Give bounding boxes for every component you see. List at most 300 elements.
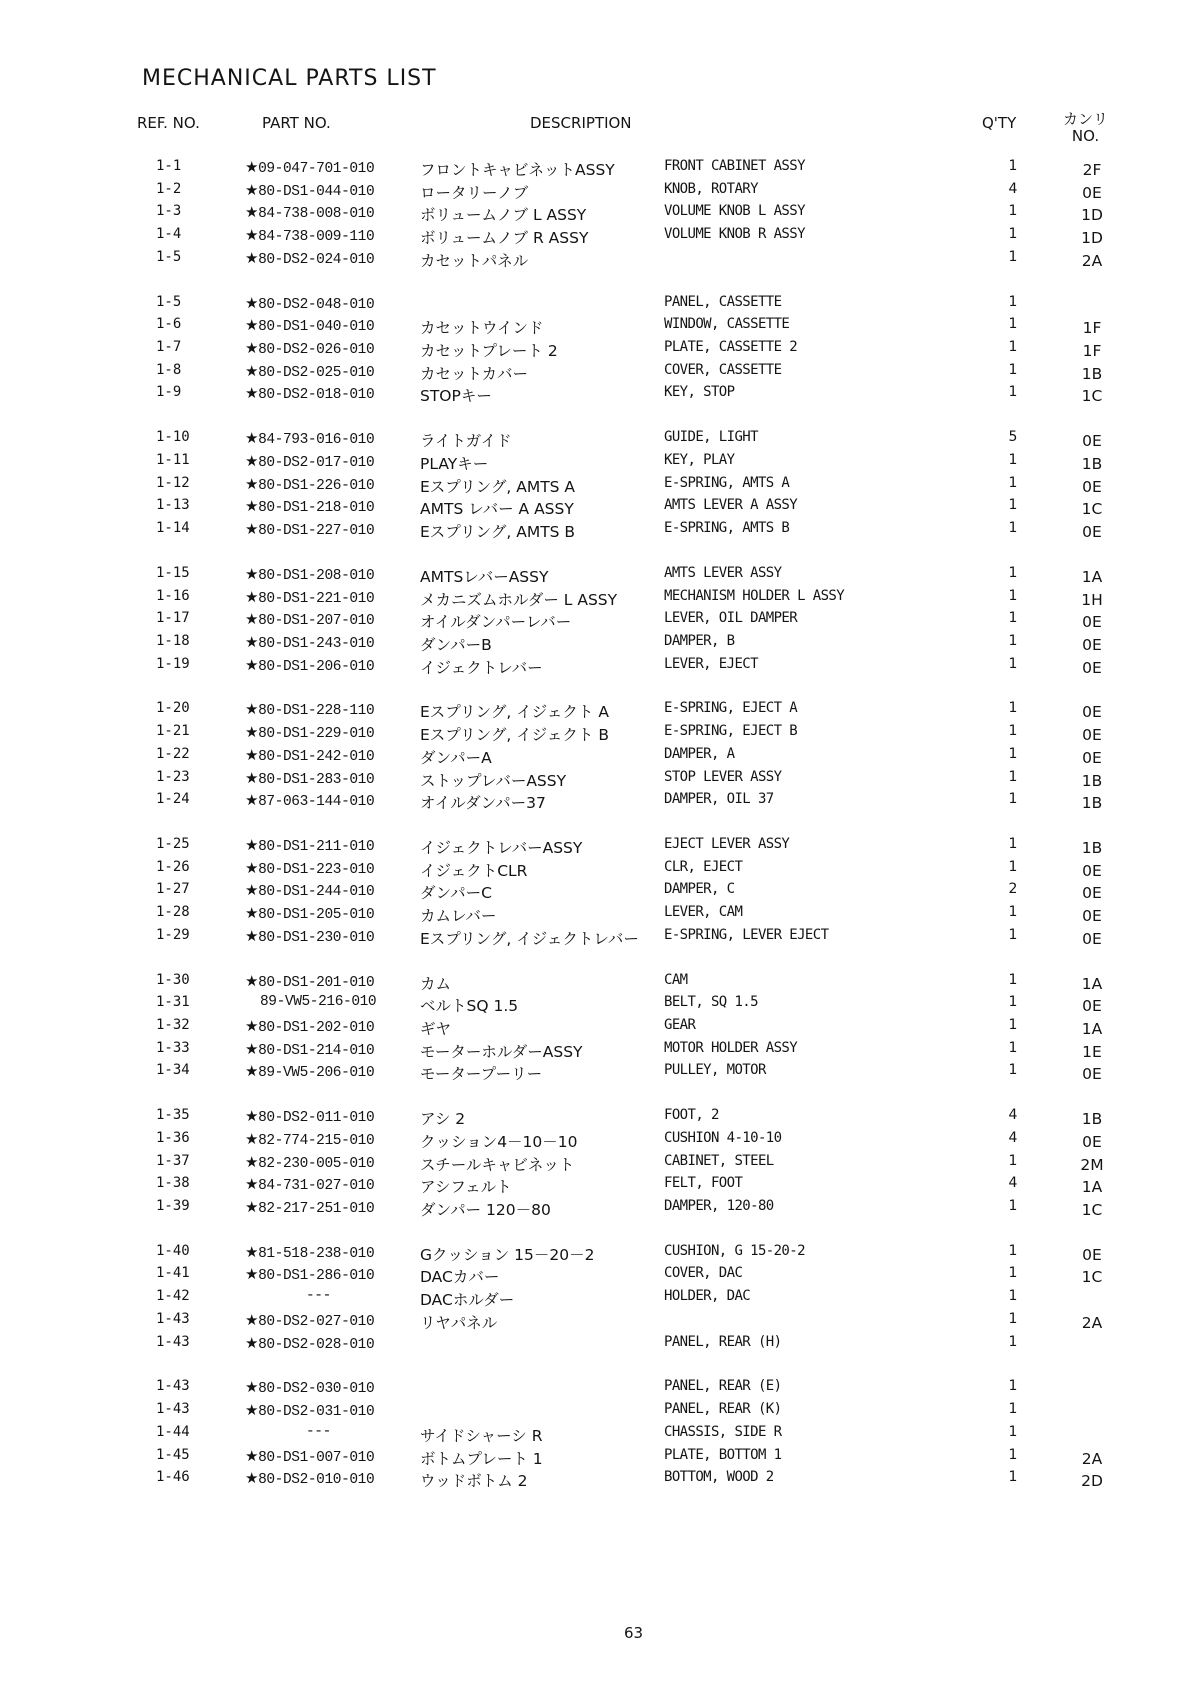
- star-icon: ★: [245, 451, 259, 470]
- table-row: [0, 1153, 1184, 1176]
- table-row: [0, 294, 1184, 317]
- part-number-text: 82-230-005-010: [258, 1155, 375, 1172]
- description-jp: フロントキャビネットASSY: [420, 161, 615, 179]
- table-row: [0, 836, 1184, 859]
- table-row: [0, 859, 1184, 882]
- header-kanri-no: [1063, 111, 1108, 145]
- description-en: PANEL, REAR (K): [664, 1401, 782, 1418]
- ref-no: 1-34: [156, 1062, 190, 1079]
- part-number-text: ---: [306, 1288, 331, 1305]
- table-row: [0, 881, 1184, 904]
- star-icon: ★: [245, 361, 259, 380]
- table-row: [0, 316, 1184, 339]
- part-number-text: 80-DS2-028-010: [258, 1336, 375, 1353]
- kanri-no: 1F: [1082, 342, 1102, 361]
- part-no: [245, 1040, 374, 1059]
- star-icon: ★: [245, 835, 259, 854]
- description-jp: ダンパー 120－80: [420, 1201, 551, 1220]
- part-no: [245, 203, 374, 222]
- quantity: 1: [1008, 474, 1018, 491]
- ref-no: 1-19: [156, 655, 190, 672]
- part-number-text: 84-793-016-010: [258, 432, 375, 449]
- description-en: LEVER, OIL DAMPER: [664, 610, 798, 627]
- quantity: 1: [1008, 158, 1018, 174]
- part-number-text: 80-DS1-221-010: [258, 590, 375, 607]
- ref-no: 1-43: [156, 1310, 190, 1327]
- quantity: 1: [1008, 768, 1018, 785]
- quantity: 1: [1008, 1062, 1018, 1079]
- table-row: [0, 339, 1184, 362]
- kanri-no: 0E: [1082, 929, 1102, 948]
- quantity: 1: [1008, 1039, 1018, 1056]
- part-no: [245, 339, 374, 358]
- table-row: [0, 723, 1184, 746]
- part-number-text: 80-DS1-201-010: [258, 974, 375, 991]
- ref-no: 1-22: [156, 745, 190, 762]
- star-icon: ★: [245, 1175, 259, 1194]
- star-icon: ★: [245, 1242, 259, 1261]
- part-number-text: 80-DS1-228-110: [258, 703, 375, 720]
- description-en: CAM: [664, 971, 688, 988]
- kanri-no: 2F: [1082, 161, 1102, 179]
- part-no: [245, 859, 374, 878]
- star-icon: ★: [245, 1401, 259, 1420]
- part-no: [245, 181, 374, 200]
- quantity: 4: [1008, 180, 1018, 197]
- part-no: [245, 1107, 374, 1126]
- star-icon: ★: [245, 384, 259, 403]
- description-en: DAMPER, 120-80: [664, 1198, 774, 1215]
- description-jp: メカニズムホルダー L ASSY: [420, 590, 618, 609]
- description-jp: カセットカバー: [420, 364, 529, 383]
- ref-no: 1-5: [156, 293, 182, 310]
- table-row: [0, 429, 1184, 452]
- part-no: [245, 1401, 374, 1420]
- kanri-no: 0E: [1082, 183, 1102, 202]
- part-number-text: 80-DS1-208-010: [258, 567, 375, 584]
- part-no: [245, 452, 374, 471]
- part-no: [245, 791, 374, 810]
- description-jp: イジェクトレバー: [420, 658, 543, 677]
- description-jp: カセットウインド: [420, 319, 544, 338]
- ref-no: 1-39: [156, 1198, 190, 1215]
- star-icon: ★: [245, 226, 259, 245]
- ref-no: 1-23: [156, 768, 190, 785]
- star-icon: ★: [245, 1265, 259, 1284]
- description-jp: カムレバー: [420, 907, 497, 926]
- table-row: [0, 249, 1184, 272]
- description-jp: ストップレバーASSY: [420, 771, 567, 790]
- description-jp: カセットプレート 2: [420, 342, 558, 361]
- part-no: [245, 633, 374, 652]
- quantity: 1: [1008, 316, 1018, 333]
- description-en: E-SPRING, LEVER EJECT: [664, 926, 829, 943]
- ref-no: 1-43: [156, 1333, 190, 1350]
- quantity: 1: [1008, 520, 1018, 537]
- ref-no: 1-4: [156, 226, 182, 243]
- description-en: CLR, EJECT: [664, 858, 743, 875]
- quantity: 5: [1008, 429, 1018, 446]
- table-row: [0, 700, 1184, 723]
- part-no: [245, 1311, 374, 1330]
- description-jp: スチールキャビネット: [420, 1155, 575, 1174]
- table-row: [0, 994, 1184, 1017]
- part-number-text: 84-731-027-010: [258, 1178, 375, 1195]
- kanri-no: 0E: [1082, 658, 1102, 677]
- part-number-text: 80-DS1-007-010: [258, 1449, 375, 1466]
- part-no: [245, 700, 374, 719]
- ref-no: 1-2: [156, 180, 182, 197]
- table-row: [0, 158, 1184, 181]
- description-jp: STOPキー: [420, 387, 492, 406]
- header-ref-no: REF. NO.: [137, 114, 200, 132]
- ref-no: 1-17: [156, 610, 190, 627]
- ref-no: 1-31: [156, 994, 190, 1011]
- table-row: [0, 1288, 1184, 1311]
- quantity: 1: [1008, 564, 1018, 581]
- part-no: [245, 1130, 374, 1149]
- quantity: 1: [1008, 1378, 1018, 1395]
- part-number-text: 80-DS2-018-010: [258, 387, 375, 404]
- description-jp: AMTS レバー A ASSY: [420, 500, 574, 519]
- part-number-text: 80-DS1-214-010: [258, 1042, 375, 1059]
- kanri-no: 2A: [1081, 1313, 1103, 1332]
- part-no: [245, 158, 374, 177]
- part-no: [245, 1447, 374, 1466]
- description-jp: DACカバー: [420, 1268, 500, 1287]
- part-no: [245, 656, 374, 675]
- part-number-text: 89-VW5-216-010: [260, 994, 377, 1011]
- part-number-text: 80-DS2-048-010: [258, 296, 375, 313]
- part-number-text: 80-DS2-026-010: [258, 342, 375, 359]
- description-jp: ボリュームノブ R ASSY: [420, 229, 589, 248]
- part-number-text: 80-DS1-283-010: [258, 771, 375, 788]
- quantity: 1: [1008, 361, 1018, 378]
- part-number-text: ---: [306, 1423, 331, 1440]
- quantity: 1: [1008, 339, 1018, 356]
- part-number-text: 82-217-251-010: [258, 1201, 375, 1218]
- star-icon: ★: [245, 564, 259, 583]
- table-row: [0, 1198, 1184, 1221]
- part-no: [245, 1469, 374, 1488]
- star-icon: ★: [245, 1129, 259, 1148]
- part-number-text: 80-DS2-017-010: [258, 454, 375, 471]
- star-icon: ★: [245, 1062, 259, 1081]
- star-icon: ★: [245, 926, 259, 945]
- header-description: DESCRIPTION: [530, 114, 632, 132]
- ref-no: 1-5: [156, 248, 182, 265]
- description-jp: AMTSレバーASSY: [420, 567, 549, 586]
- description-jp: ウッドボトム 2: [420, 1472, 528, 1491]
- kanri-no: 1C: [1081, 500, 1103, 519]
- ref-no: 1-26: [156, 858, 190, 875]
- ref-no: 1-35: [156, 1107, 190, 1124]
- part-number-text: 80-DS1-207-010: [258, 613, 375, 630]
- part-no: [245, 1062, 374, 1081]
- description-en: CABINET, STEEL: [664, 1152, 774, 1169]
- table-row: [0, 1175, 1184, 1198]
- quantity: 4: [1008, 1129, 1018, 1146]
- description-jp: イジェクトCLR: [420, 861, 528, 880]
- quantity: 1: [1008, 1446, 1018, 1463]
- description-jp: サイドシャーシ R: [420, 1426, 543, 1445]
- table-row: [0, 362, 1184, 385]
- ref-no: 1-13: [156, 497, 190, 514]
- table-row: [0, 181, 1184, 204]
- description-jp: クッション4－10－10: [420, 1132, 578, 1151]
- table-row: [0, 904, 1184, 927]
- quantity: 1: [1008, 1401, 1018, 1418]
- part-no: [306, 1424, 331, 1440]
- star-icon: ★: [245, 700, 259, 719]
- table-row: [0, 633, 1184, 656]
- part-number-text: 80-DS1-206-010: [258, 658, 375, 675]
- ref-no: 1-36: [156, 1129, 190, 1146]
- description-en: HOLDER, DAC: [664, 1288, 751, 1305]
- ref-no: 1-7: [156, 339, 182, 356]
- quantity: 1: [1008, 384, 1018, 401]
- star-icon: ★: [245, 158, 259, 176]
- quantity: 1: [1008, 293, 1018, 310]
- ref-no: 1-8: [156, 361, 182, 378]
- description-jp: ダンパーA: [420, 748, 492, 767]
- ref-no: 1-11: [156, 451, 190, 468]
- description-en: FELT, FOOT: [664, 1175, 743, 1192]
- quantity: 1: [1008, 791, 1018, 808]
- description-jp: イジェクトレバーASSY: [420, 838, 583, 857]
- star-icon: ★: [245, 339, 259, 358]
- quantity: 1: [1008, 248, 1018, 265]
- table-row: [0, 203, 1184, 226]
- description-en: COVER, CASSETTE: [664, 361, 782, 378]
- quantity: 1: [1008, 1198, 1018, 1215]
- description-en: PANEL, REAR (E): [664, 1378, 782, 1395]
- header-part-no: PART NO.: [262, 114, 331, 132]
- table-row: [0, 1243, 1184, 1266]
- star-icon: ★: [245, 655, 259, 674]
- quantity: 1: [1008, 745, 1018, 762]
- kanri-no: 1A: [1081, 1020, 1103, 1038]
- part-number-text: 82-774-215-010: [258, 1132, 375, 1149]
- ref-no: 1-32: [156, 1017, 190, 1033]
- kanri-no: 0E: [1082, 726, 1102, 745]
- table-row: [0, 565, 1184, 588]
- star-icon: ★: [245, 632, 259, 651]
- star-icon: ★: [245, 971, 259, 990]
- part-number-text: 81-518-238-010: [258, 1245, 375, 1262]
- header-qty: Q'TY: [982, 114, 1017, 132]
- description-en: FOOT, 2: [664, 1107, 719, 1124]
- star-icon: ★: [245, 474, 259, 493]
- table-row: [0, 475, 1184, 498]
- description-en: VOLUME KNOB L ASSY: [664, 203, 805, 220]
- description-en: MECHANISM HOLDER L ASSY: [664, 587, 845, 604]
- part-number-text: 80-DS2-011-010: [258, 1110, 375, 1127]
- description-jp: モータープーリー: [420, 1065, 543, 1084]
- part-no: [245, 769, 374, 788]
- star-icon: ★: [245, 904, 259, 923]
- part-number-text: 84-738-008-010: [258, 206, 375, 223]
- star-icon: ★: [245, 1446, 259, 1465]
- star-icon: ★: [245, 1333, 259, 1352]
- star-icon: ★: [245, 791, 259, 810]
- table-row: [0, 384, 1184, 407]
- part-number-text: 80-DS2-024-010: [258, 251, 375, 268]
- description-en: DAMPER, B: [664, 632, 735, 649]
- description-en: CUSHION, G 15-20-2: [664, 1242, 805, 1259]
- description-en: DAMPER, A: [664, 745, 735, 762]
- quantity: 1: [1008, 926, 1018, 943]
- description-en: FRONT CABINET ASSY: [664, 158, 805, 174]
- part-number-text: 80-DS1-227-010: [258, 523, 375, 540]
- part-no: [245, 294, 374, 313]
- description-jp: リヤパネル: [420, 1313, 498, 1332]
- quantity: 1: [1008, 1242, 1018, 1259]
- description-en: PULLEY, MOTOR: [664, 1062, 766, 1079]
- part-number-text: 09-047-701-010: [258, 161, 375, 177]
- quantity: 1: [1008, 835, 1018, 852]
- description-en: GEAR: [664, 1017, 696, 1033]
- quantity: 1: [1008, 1310, 1018, 1327]
- part-number-text: 80-DS1-211-010: [258, 838, 375, 855]
- table-row: [0, 927, 1184, 950]
- part-number-text: 80-DS1-242-010: [258, 748, 375, 765]
- description-en: E-SPRING, AMTS B: [664, 520, 790, 537]
- description-en: STOP LEVER ASSY: [664, 768, 782, 785]
- part-no: [245, 836, 374, 855]
- star-icon: ★: [245, 293, 259, 312]
- part-number-text: 80-DS1-226-010: [258, 477, 375, 494]
- part-no: [245, 1378, 374, 1397]
- star-icon: ★: [245, 1378, 259, 1397]
- quantity: 4: [1008, 1175, 1018, 1192]
- part-no: [245, 384, 374, 403]
- star-icon: ★: [245, 429, 259, 448]
- star-icon: ★: [245, 203, 259, 222]
- ref-no: 1-10: [156, 429, 190, 446]
- ref-no: 1-38: [156, 1175, 190, 1192]
- part-no: [245, 746, 374, 765]
- quantity: 1: [1008, 904, 1018, 921]
- description-jp: ボリュームノブ L ASSY: [420, 206, 587, 225]
- description-en: KEY, STOP: [664, 384, 735, 401]
- table-row: [0, 1107, 1184, 1130]
- description-jp: ライトガイド: [420, 432, 512, 451]
- part-number-text: 80-DS1-040-010: [258, 319, 375, 336]
- part-number-text: 80-DS2-025-010: [258, 364, 375, 381]
- description-jp: カム: [420, 974, 452, 993]
- kanri-no: 1C: [1081, 1268, 1103, 1287]
- star-icon: ★: [245, 768, 259, 787]
- star-icon: ★: [245, 1152, 259, 1171]
- table-row: [0, 588, 1184, 611]
- ref-no: 1-3: [156, 203, 182, 220]
- part-number-text: 80-DS2-030-010: [258, 1381, 375, 1398]
- ref-no: 1-28: [156, 904, 190, 921]
- part-no: [245, 927, 374, 946]
- ref-no: 1-42: [156, 1288, 190, 1305]
- table-row: [0, 1334, 1184, 1357]
- quantity: 1: [1008, 587, 1018, 604]
- part-no: [245, 904, 374, 923]
- description-en: COVER, DAC: [664, 1265, 743, 1282]
- ref-no: 1-6: [156, 316, 182, 333]
- description-en: CUSHION 4-10-10: [664, 1129, 782, 1146]
- description-jp: アシフェルト: [420, 1178, 512, 1197]
- quantity: 1: [1008, 226, 1018, 243]
- ref-no: 1-29: [156, 926, 190, 943]
- quantity: 1: [1008, 1423, 1018, 1440]
- part-number-text: 80-DS2-027-010: [258, 1313, 375, 1330]
- description-jp: オイルダンパー37: [420, 794, 546, 813]
- kanri-no: 2A: [1081, 1449, 1103, 1468]
- description-en: E-SPRING, EJECT B: [664, 723, 798, 740]
- table-row: [0, 1447, 1184, 1470]
- star-icon: ★: [245, 1017, 259, 1035]
- star-icon: ★: [245, 858, 259, 877]
- kanri-no: 2A: [1081, 251, 1103, 270]
- star-icon: ★: [245, 520, 259, 539]
- part-no: [245, 565, 374, 584]
- quantity: 1: [1008, 1288, 1018, 1305]
- ref-no: 1-41: [156, 1265, 190, 1282]
- ref-no: 1-46: [156, 1469, 190, 1486]
- part-no: [245, 249, 374, 268]
- description-en: KNOB, ROTARY: [664, 180, 758, 197]
- quantity: 1: [1008, 1469, 1018, 1486]
- quantity: 1: [1008, 1152, 1018, 1169]
- description-en: BELT, SQ 1.5: [664, 994, 758, 1011]
- part-no: [245, 588, 374, 607]
- table-row: [0, 1265, 1184, 1288]
- kanri-no: 1A: [1081, 974, 1103, 993]
- header-kanri-label: カンリ: [1063, 110, 1109, 128]
- star-icon: ★: [245, 1039, 259, 1058]
- description-en: AMTS LEVER A ASSY: [664, 497, 798, 514]
- table-row: [0, 520, 1184, 543]
- star-icon: ★: [245, 745, 259, 764]
- part-no: [245, 723, 374, 742]
- star-icon: ★: [245, 180, 259, 199]
- star-icon: ★: [245, 587, 259, 606]
- table-row: [0, 1469, 1184, 1492]
- table-row: [0, 746, 1184, 769]
- description-jp: Eスプリング, イジェクトレバー: [420, 929, 639, 948]
- description-en: AMTS LEVER ASSY: [664, 564, 782, 581]
- star-icon: ★: [245, 1107, 259, 1126]
- part-no: [245, 475, 374, 494]
- parts-table: [0, 158, 1184, 1492]
- part-no: [245, 1198, 374, 1217]
- part-number-text: 80-DS1-230-010: [258, 929, 375, 946]
- kanri-no: 1B: [1081, 771, 1103, 790]
- quantity: 1: [1008, 1333, 1018, 1350]
- description-en: LEVER, EJECT: [664, 655, 758, 672]
- ref-no: 1-9: [156, 384, 182, 401]
- quantity: 1: [1008, 700, 1018, 717]
- part-no: [245, 520, 374, 539]
- kanri-no: 2D: [1081, 1472, 1103, 1491]
- kanri-no: 0E: [1082, 635, 1102, 654]
- quantity: 1: [1008, 203, 1018, 220]
- table-row: [0, 226, 1184, 249]
- table-row: [0, 656, 1184, 679]
- part-no: [260, 994, 376, 1010]
- description-en: PANEL, CASSETTE: [664, 293, 782, 310]
- kanri-no: 0E: [1082, 613, 1102, 632]
- table-row: [0, 497, 1184, 520]
- kanri-no: 1D: [1081, 229, 1103, 248]
